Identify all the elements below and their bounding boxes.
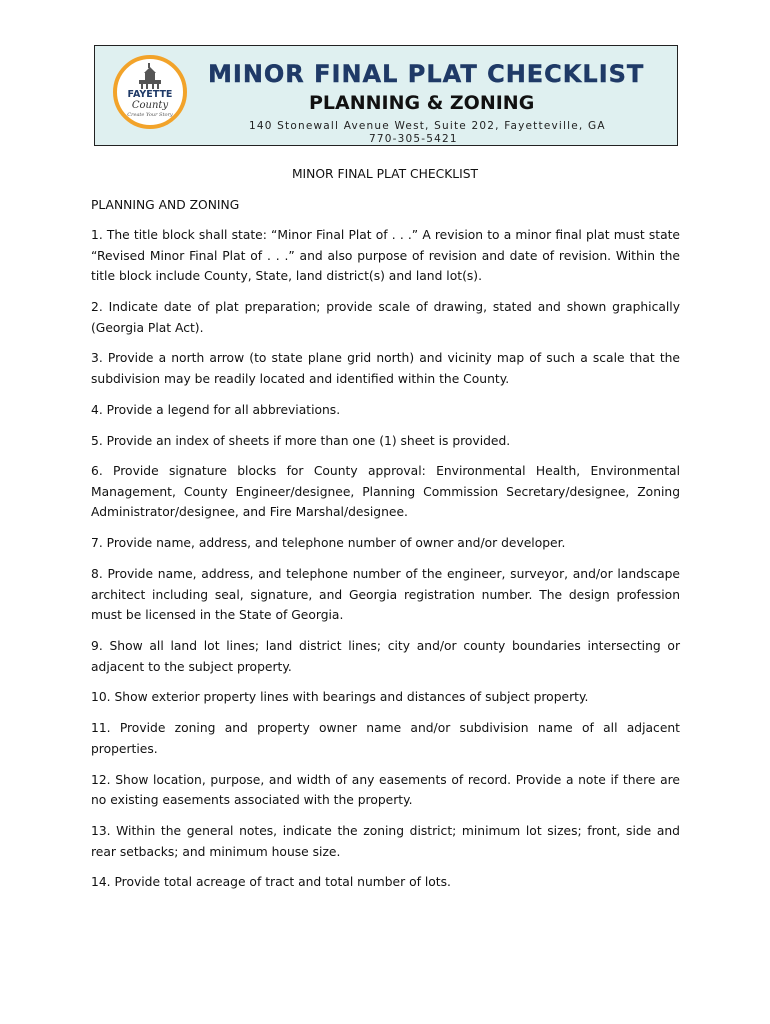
checklist-item: 12. Show location, purpose, and width of any easements of record. Provide a note if there are no existing easements associated with the property. xyxy=(91,772,680,808)
checklist-item: 5. Provide an index of sheets if more than one (1) sheet is provided. xyxy=(91,433,511,448)
checklist-item: 3. Provide a north arrow (to state plane grid north) and vicinity map of such a scale that the subdivision may be readily located and identified within the County. xyxy=(91,351,680,386)
header-phone: 770-305-5421 xyxy=(369,133,458,145)
checklist-item: 6. Provide signature blocks for County approval: Environmental Health, Environmental Management, County Engineer/designee, Planning Commission Secretary/designee, Zoning Administrator/designee, and Fire Marshal/designee. xyxy=(91,464,680,520)
checklist-item: 9. Show all land lot lines; land district lines; city and/or county boundaries intersecting or adjacent to the subject property. xyxy=(91,639,680,674)
checklist xyxy=(91,225,680,903)
checklist-item: 10. Show exterior property lines with bearings and distances of subject property. xyxy=(91,690,589,705)
courthouse-icon xyxy=(117,59,183,125)
document-title: MINOR FINAL PLAT CHECKLIST xyxy=(291,167,479,181)
checklist-item: 4. Provide a legend for all abbreviations. xyxy=(91,402,341,417)
checklist-item: 14. Provide total acreage of tract and total number of lots. xyxy=(91,875,451,890)
checklist-item: 13. Within the general notes, indicate the zoning district; minimum lot sizes; front, side and rear setbacks; and minimum house size. xyxy=(91,823,680,859)
checklist-item: 2. Indicate date of plat preparation; provide scale of drawing, stated and shown graphically (Georgia Plat Act). xyxy=(91,299,680,335)
logo-tagline: Create Your Story xyxy=(127,112,173,118)
section-heading: PLANNING AND ZONING xyxy=(91,198,240,212)
fayette-county-logo xyxy=(113,55,187,129)
header-address: 140 Stonewall Avenue West, Suite 202, Fayetteville, GA xyxy=(249,120,606,132)
letterhead xyxy=(94,45,678,146)
logo-name-line1: FAYETTE xyxy=(127,89,173,100)
header-subtitle: PLANNING & ZONING xyxy=(309,92,535,114)
checklist-item: 7. Provide name, address, and telephone number of owner and/or developer. xyxy=(91,536,566,551)
logo-name-line2: County xyxy=(131,100,169,111)
checklist-item: 11. Provide zoning and property owner name and/or subdivision name of all adjacent properties. xyxy=(91,721,680,756)
checklist-item: 8. Provide name, address, and telephone number of the engineer, surveyor, and/or landscape architect including seal, signature, and Georgia registration number. The design profession must be licensed in the State of Georgia. xyxy=(91,567,680,623)
checklist-item: 1. The title block shall state: “Minor Final Plat of . . .” A revision to a minor final plat must state “Revised Minor Final Plat of . . .” and also purpose of revision and date of revision. Within the title block include County, State, land district(s) and land lot(s). xyxy=(91,228,680,284)
header-title: MINOR FINAL PLAT CHECKLIST xyxy=(208,60,645,88)
